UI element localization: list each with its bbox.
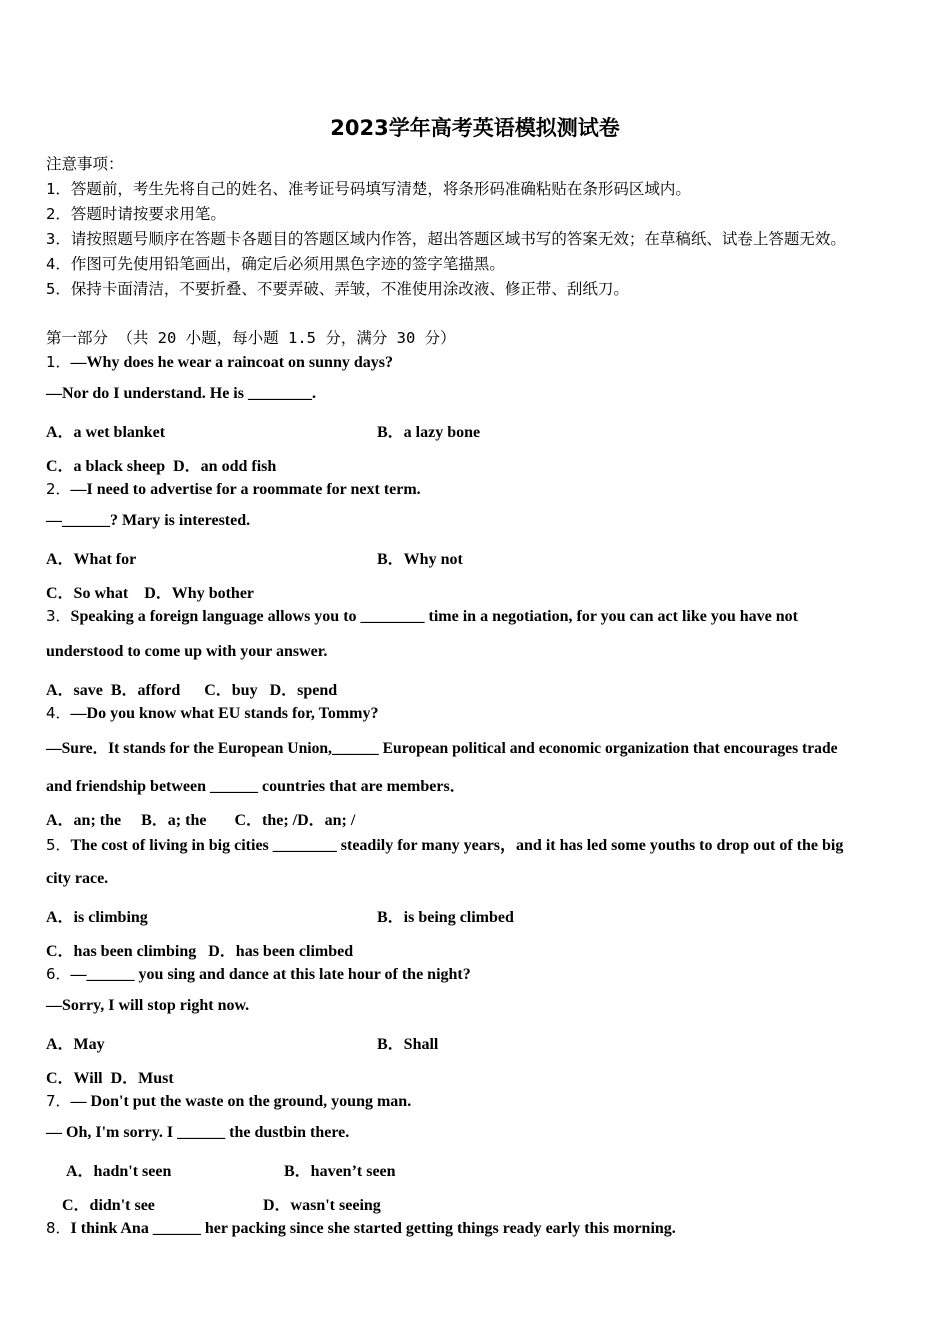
option-cd: C．Will D．Must: [46, 1070, 174, 1087]
option-a: A．What for: [46, 551, 137, 568]
question-stem: [46, 1217, 676, 1238]
part-heading: 第一部分 （共 20 小题，每小题 1.5 分，满分 30 分）: [46, 329, 456, 347]
notice-item: 2．答题时请按要求用笔。: [46, 205, 226, 223]
page-title: 2023学年高考英语模拟测试卷: [330, 116, 620, 140]
option-cd: C．has been climbing D．has been climbed: [46, 943, 354, 960]
question-reply: —Nor do I understand. He is ________.: [46, 385, 316, 402]
question-reply: —______? Mary is interested.: [46, 512, 251, 529]
question-reply: — Oh, I'm sorry. I ______ the dustbin there.: [46, 1124, 350, 1141]
notice-item: 1．答题前，考生先将自己的姓名、准考证号码填写清楚，将条形码准确粘贴在条形码区域内。: [46, 180, 691, 198]
option-a: A．is climbing: [46, 909, 148, 926]
option-b: B．haven’t seen: [284, 1163, 396, 1180]
option-b: B．is being climbed: [377, 909, 514, 926]
question-number: 3．: [46, 607, 71, 625]
question-number: 6．: [46, 965, 71, 983]
question-text: —Why does he wear a raincoat on sunny days?: [70, 354, 393, 371]
notice-heading: 注意事项：: [46, 155, 124, 173]
question-text: The cost of living in big cities ________ steadily for many years，and it has led some youths to drop out of the big: [70, 837, 844, 854]
question-stem: [46, 478, 421, 499]
question-number: 4．: [46, 704, 71, 722]
question-stem-continued: city race.: [46, 870, 109, 887]
notice-item: 5．保持卡面清洁，不要折叠、不要弄破、弄皱，不准使用涂改液、修正带、刮纸刀。: [46, 280, 629, 298]
option-a: A．May: [46, 1036, 105, 1053]
question-stem-continued: understood to come up with your answer.: [46, 643, 328, 660]
question-stem: [46, 702, 378, 723]
options: A．an; the B．a; the C．the; /D．an; /: [46, 812, 356, 829]
option-d: D．wasn't seeing: [263, 1197, 381, 1214]
question-number: 5．: [46, 836, 71, 854]
question-text: Speaking a foreign language allows you to ________ time in a negotiation, for you can act like you have not: [70, 608, 798, 625]
question-number: 7．: [46, 1092, 71, 1110]
question-stem: [46, 605, 798, 626]
notice-item: 3．请按照题号顺序在答题卡各题目的答题区域内作答，超出答题区域书写的答案无效；在草稿纸、试卷上答题无效。: [46, 230, 846, 248]
question-text: —______ you sing and dance at this late hour of the night?: [70, 966, 471, 983]
question-reply: —Sure．It stands for the European Union,______ European political and economic organization that encourages trade: [46, 740, 838, 757]
option-c: C．didn't see: [62, 1197, 155, 1214]
question-number: 1．: [46, 353, 71, 371]
option-a: A．a wet blanket: [46, 424, 166, 441]
option-cd: C．a black sheep D．an odd fish: [46, 458, 277, 475]
question-text: I think Ana ______ her packing since she started getting things ready early this morning.: [70, 1220, 676, 1237]
question-text: —I need to advertise for a roommate for next term.: [70, 481, 421, 498]
notice-item: 4．作图可先使用铅笔画出，确定后必须用黑色字迹的签字笔描黑。: [46, 255, 505, 273]
question-stem: [46, 1090, 411, 1111]
option-b: B．Why not: [377, 551, 463, 568]
options: A．save B．afford C．buy D．spend: [46, 682, 338, 699]
question-stem: [46, 351, 393, 372]
question-text: — Don't put the waste on the ground, young man.: [70, 1093, 412, 1110]
question-reply: —Sorry, I will stop right now.: [46, 997, 250, 1014]
question-number: 8．: [46, 1219, 71, 1237]
question-number: 2．: [46, 480, 71, 498]
option-b: B．Shall: [377, 1036, 439, 1053]
question-stem: [46, 832, 843, 855]
question-reply-continued: and friendship between ______ countries that are members．: [46, 778, 466, 795]
option-a: A．hadn't seen: [66, 1163, 172, 1180]
option-b: B．a lazy bone: [377, 424, 481, 441]
question-stem: [46, 963, 471, 984]
question-text: —Do you know what EU stands for, Tommy?: [70, 705, 379, 722]
option-cd: C．So what D．Why bother: [46, 585, 255, 602]
